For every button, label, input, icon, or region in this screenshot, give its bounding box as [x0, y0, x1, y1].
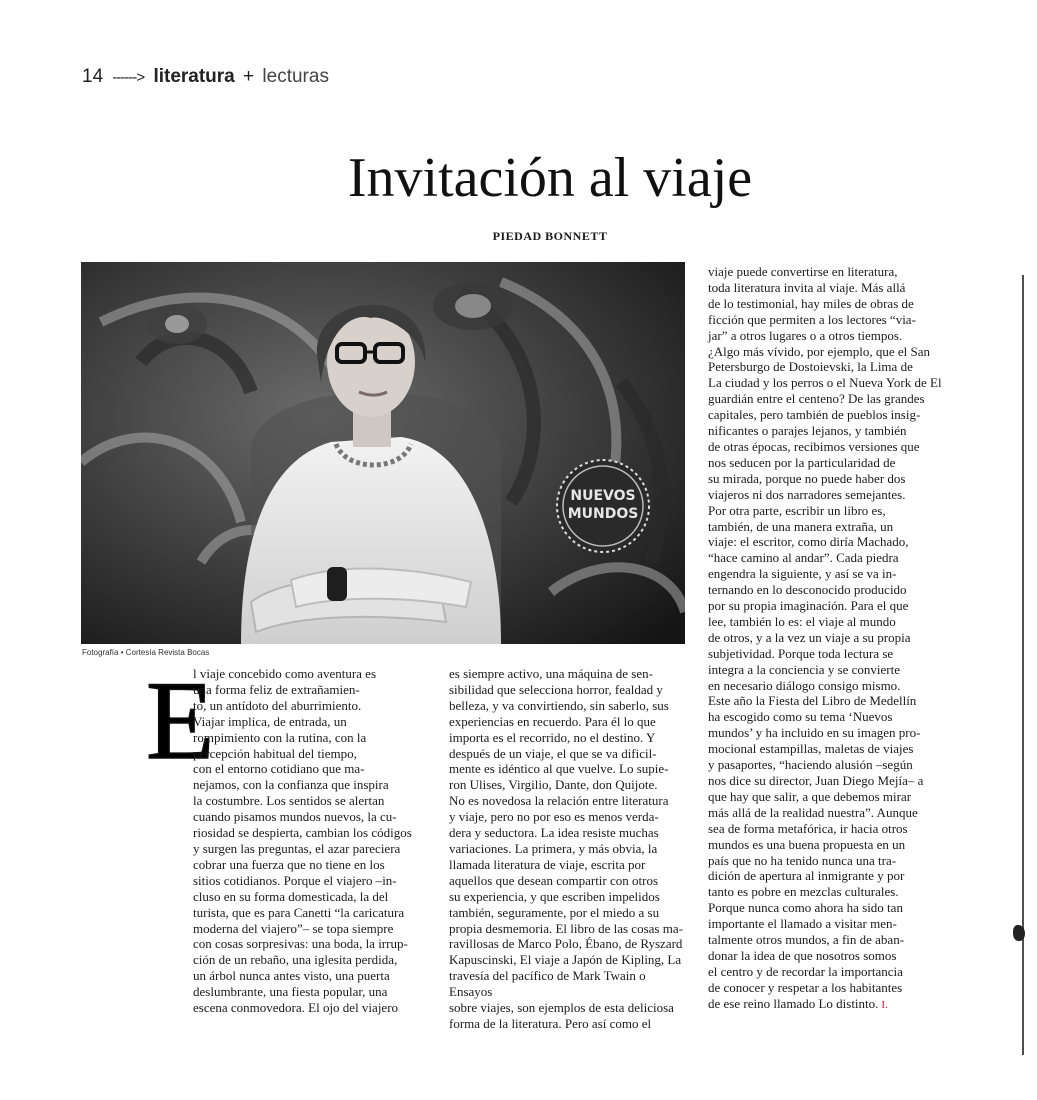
- article-author: PIEDAD BONNETT: [492, 229, 608, 243]
- text-line: sea de forma metafórica, ir hacia otros: [708, 820, 908, 836]
- text-line: su mirada, porque no puede haber dos: [708, 470, 906, 486]
- text-line: escena conmovedora. El ojo del viajero: [193, 1000, 399, 1016]
- scan-mark: [1013, 925, 1025, 941]
- text-line: y pasaportes, “haciendo alusión –según: [708, 757, 913, 773]
- text-line: país que no ha tenido nunca una tra-: [708, 852, 897, 868]
- page-header: [82, 66, 329, 88]
- text-line: ternando en lo desconocido producido: [708, 582, 907, 598]
- text-line: de otros, y a la vez un viaje a su propia: [708, 629, 911, 645]
- text-line: engendra la siguiente, y así se va in-: [708, 566, 897, 582]
- text-line: de ese reino llamado Lo distinto. I.: [708, 995, 888, 1011]
- text-line: tanto es pobre en mezclas culturales.: [708, 884, 899, 900]
- text-line: sibilidad que selecciona horror, fealdad y: [449, 681, 663, 697]
- text-line: rompimiento con la rutina, con la: [193, 729, 367, 745]
- text-line: toda literatura invita al viaje. Más allá: [708, 279, 906, 295]
- text-line: ha escogido como su tema ‘Nuevos: [708, 709, 893, 725]
- text-line: dición de apertura al inmigrante y por: [708, 868, 905, 884]
- text-line: y surgen las preguntas, el azar pareciera: [193, 840, 401, 856]
- svg-text:NUEVOS: NUEVOS: [570, 488, 636, 504]
- text-line: más allá de la realidad nuestra”. Aunque: [708, 804, 918, 820]
- text-line: cluso en su forma domesticada, la del: [193, 888, 389, 904]
- text-line: Porque nunca como ahora ha sido tan: [708, 900, 903, 916]
- text-line: una forma feliz de extrañamien-: [193, 681, 360, 697]
- text-line: lee, también lo es: el viaje al mundo: [708, 613, 896, 629]
- text-line: mundos es una buena propuesta en un: [708, 836, 906, 852]
- article-photo: [81, 262, 685, 644]
- text-line: de conocer y respetar a los habitantes: [708, 979, 903, 995]
- text-line: por su propia imaginación. Para el que: [708, 598, 909, 614]
- end-mark: I.: [881, 998, 888, 1011]
- text-line: No es novedosa la relación entre literatura: [449, 793, 669, 809]
- text-line: cobrar una fuerza que no tiene en los: [193, 856, 385, 872]
- text-line: cuando pisamos mundos nuevos, la cu-: [193, 809, 397, 825]
- text-line: forma de la literatura. Pero así como el: [449, 1015, 652, 1031]
- text-line: nos dice su director, Juan Diego Mejía– a: [708, 773, 924, 788]
- text-line: Petersburgo de Dostoievski, la Lima de: [708, 359, 913, 375]
- text-line: viaje: el escritor, como diría Machado,: [708, 534, 909, 550]
- text-line: dera y seductora. La idea resiste muchas: [449, 825, 659, 841]
- text-line: travesía del pacífico de Mark Twain o Ensayos: [449, 968, 646, 1000]
- text-line: guardián entre el centeno? De las grandes: [708, 391, 925, 407]
- text-line: después de un viaje, el que se va dificil-: [449, 745, 657, 761]
- text-line: “hace camino al andar”. Cada piedra: [708, 550, 899, 566]
- text-line: nos seducen por la particularidad de: [708, 454, 896, 470]
- text-line: Este año la Fiesta del Libro de Medellín: [708, 693, 917, 709]
- text-line: nejamos, con la confianza que inspira: [193, 777, 389, 793]
- text-line: variaciones. La primera, y más obvia, la: [449, 840, 658, 856]
- text-line: de otras épocas, recibimos versiones que: [708, 438, 920, 454]
- text-line: percepción habitual del tiempo,: [193, 745, 357, 761]
- text-line: nificantes o parajes lejanos, y también: [708, 423, 907, 439]
- page-number: 14: [82, 66, 104, 87]
- text-line: que hay que salir, a que debemos mirar: [708, 788, 912, 804]
- text-line: turista, que es para Canetti “la caricatura: [193, 904, 405, 920]
- text-line: viajeros ni dos narradores semejantes.: [708, 486, 906, 502]
- text-line: en necesario diálogo consigo mismo.: [708, 677, 901, 693]
- text-line: subjetividad. Porque toda lectura se: [708, 645, 894, 661]
- text-line: con el entorno cotidiano que ma-: [193, 761, 365, 777]
- text-line: llamada literatura de viaje, escrita por: [449, 856, 646, 872]
- text-line: donar la idea de que nosotros somos: [708, 947, 897, 963]
- text-line: ción de un rebaño, una iglesita perdida,: [193, 952, 398, 968]
- text-line: mente es idéntico al que vuelve. Lo supie-: [449, 761, 669, 777]
- text-line: sitios cotidianos. Porque el viajero –in-: [193, 872, 397, 888]
- plus-sign: +: [243, 66, 255, 87]
- text-line: propia desmemoria. El libro de las cosas ma-: [449, 920, 683, 936]
- text-line: también, de una manera extraña, un: [708, 518, 894, 534]
- text-line: aquellos que desean compartir con otros: [449, 872, 659, 888]
- article-title: Invitación al viaje: [347, 147, 753, 209]
- text-line: experiencias en recuerdo. Para él lo que: [449, 713, 656, 729]
- photo-caption: Fotografía • Cortesía Revista Bocas: [82, 648, 210, 657]
- portrait-illustration: [81, 262, 685, 644]
- nuevos-mundos-stamp: [557, 460, 649, 552]
- text-line: importante el llamado a visitar men-: [708, 916, 897, 932]
- text-line: capitales, pero también de pueblos insig-: [708, 407, 921, 423]
- text-line: l viaje concebido como aventura es: [193, 666, 377, 681]
- text-line: ron Ulises, Virgilio, Dante, don Quijote.: [449, 777, 658, 793]
- text-line: importa es el recorrido, no el destino. Y: [449, 729, 656, 745]
- text-line: con cosas sorpresivas: una boda, la irrup-: [193, 936, 408, 952]
- text-line: moderna del viajero”– se topa siempre: [193, 920, 394, 936]
- drop-cap: E: [146, 659, 215, 783]
- text-line: integra a la conciencia y se convierte: [708, 661, 901, 677]
- text-line: to, un antídoto del aburrimiento.: [193, 697, 362, 713]
- text-line: la costumbre. Los sentidos se alertan: [193, 793, 385, 809]
- text-line: ficción que permiten a los lectores “via-: [708, 311, 916, 327]
- text-line: de lo testimonial, hay miles de obras de: [708, 295, 914, 311]
- text-line: también, seguramente, por el miedo a su: [449, 904, 660, 920]
- text-line: viaje puede convertirse en literatura,: [708, 264, 898, 279]
- arrow-icon: ------>: [112, 69, 145, 86]
- column-2: [449, 666, 691, 1032]
- text-line: su experiencia, y que escriben impelidos: [449, 888, 660, 904]
- svg-text:MUNDOS: MUNDOS: [567, 506, 639, 522]
- text-line: mocional estampillas, maletas de viajes: [708, 741, 914, 757]
- column-3: [708, 264, 948, 1014]
- text-line: mundos’ y ha incluido en su imagen pro-: [708, 725, 921, 741]
- text-line: ¿Algo más vívido, por ejemplo, que el San: [708, 343, 931, 359]
- column-1: [193, 666, 439, 1016]
- text-line: es siempre activo, una máquina de sen-: [449, 666, 653, 681]
- text-line: La ciudad y los perros o el Nueva York de El: [708, 375, 942, 391]
- text-line: deslumbrante, una fiesta popular, una: [193, 984, 388, 1000]
- text-line: jar” a otros lugares o a otros tiempos.: [708, 327, 903, 343]
- subsection-name: lecturas: [262, 66, 329, 87]
- text-line: Kapuscinski, El viaje a Japón de Kipling, La: [449, 952, 682, 968]
- section-name: literatura: [153, 66, 235, 87]
- text-line: el centro y de recordar la importancia: [708, 963, 903, 979]
- text-line: ravillosas de Marco Polo, Ébano, de Ryszard: [449, 936, 683, 952]
- text-line: riosidad se despierta, cambian los códigos: [193, 825, 412, 841]
- text-line: talmente otros mundos, a fin de aban-: [708, 932, 905, 948]
- text-line: Viajar implica, de entrada, un: [193, 713, 347, 729]
- text-line: sobre viajes, son ejemplos de esta deliciosa: [449, 1000, 674, 1016]
- text-line: y viaje, pero no por eso es menos verda-: [449, 809, 659, 825]
- text-line: un árbol nunca antes visto, una puerta: [193, 968, 390, 984]
- text-line: belleza, y va convirtiendo, sin saberlo, sus: [449, 697, 669, 713]
- text-line: Por otra parte, escribir un libro es,: [708, 502, 886, 518]
